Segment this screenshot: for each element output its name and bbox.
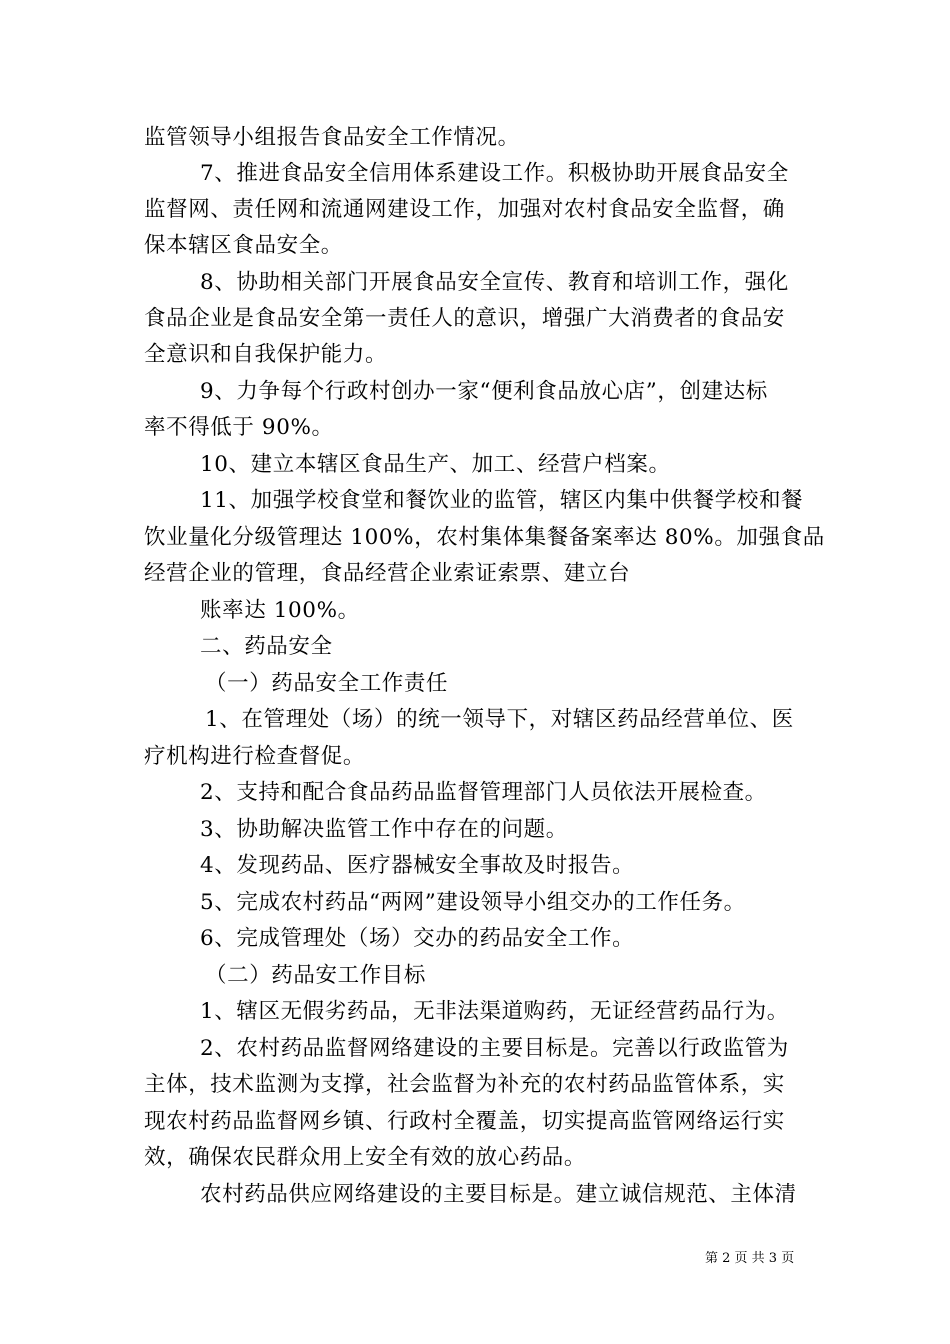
text-line: 6、完成管理处（场）交办的药品安全工作。 [200, 926, 635, 951]
text-line: 2、支持和配合食品药品监督管理部门人员依法开展检查。 [200, 780, 767, 805]
text-line: 全意识和自我保护能力。 [144, 342, 388, 367]
subsection-heading: （二）药品安工作目标 [205, 963, 427, 988]
text-line: 率不得低于 90%。 [144, 415, 334, 440]
text-line: 饮业量化分级管理达 100%，农村集体集餐备案率达 80%。加强食品 [144, 525, 825, 550]
text-line: 保本辖区食品安全。 [144, 233, 343, 258]
text-line: 食品企业是食品安全第一责任人的意识，增强广大消费者的食品安 [144, 306, 785, 331]
text-line: 11、加强学校食堂和餐饮业的监管，辖区内集中供餐学校和餐 [200, 488, 804, 513]
text-line: 现农村药品监督网乡镇、行政村全覆盖，切实提高监管网络运行实 [144, 1109, 785, 1134]
text-line: 4、发现药品、医疗器械安全事故及时报告。 [200, 853, 635, 878]
text-line: 10、建立本辖区食品生产、加工、经营户档案。 [200, 452, 671, 477]
text-line: 效，确保农民群众用上安全有效的放心药品。 [144, 1145, 587, 1170]
page-footer: 第 2 页 共 3 页 [705, 1251, 795, 1266]
text-line: 监督网、责任网和流通网建设工作，加强对农村食品安全监督，确 [144, 197, 785, 222]
section-heading: 二、药品安全 [200, 634, 333, 659]
text-line: 1、辖区无假劣药品，无非法渠道购药，无证经营药品行为。 [200, 999, 789, 1024]
text-line: 疗机构进行检查督促。 [144, 744, 366, 769]
text-line: 7、推进食品安全信用体系建设工作。积极协助开展食品安全 [200, 161, 789, 186]
text-line: 1、在管理处（场）的统一领导下，对辖区药品经营单位、医 [205, 707, 794, 732]
text-line: 农村药品供应网络建设的主要目标是。建立诚信规范、主体清 [200, 1182, 797, 1207]
text-line: 监管领导小组报告食品安全工作情况。 [144, 125, 520, 150]
subsection-heading: （一）药品安全工作责任 [205, 671, 449, 696]
text-line: 经营企业的管理，食品经营企业索证索票、建立台 [144, 561, 631, 586]
text-line: 账率达 100%。 [200, 598, 360, 623]
text-line: 8、协助相关部门开展食品安全宣传、教育和培训工作，强化 [200, 270, 789, 295]
text-line: 5、完成农村药品“两网”建设领导小组交办的工作任务。 [200, 890, 746, 915]
text-line: 主体，技术监测为支撑，社会监督为补充的农村药品监管体系，实 [144, 1072, 785, 1097]
text-line: 9、力争每个行政村创办一家“便利食品放心店”，创建达标 [200, 379, 768, 404]
text-line: 3、协助解决监管工作中存在的问题。 [200, 817, 568, 842]
text-line: 2、农村药品监督网络建设的主要目标是。完善以行政监管为 [200, 1036, 789, 1061]
